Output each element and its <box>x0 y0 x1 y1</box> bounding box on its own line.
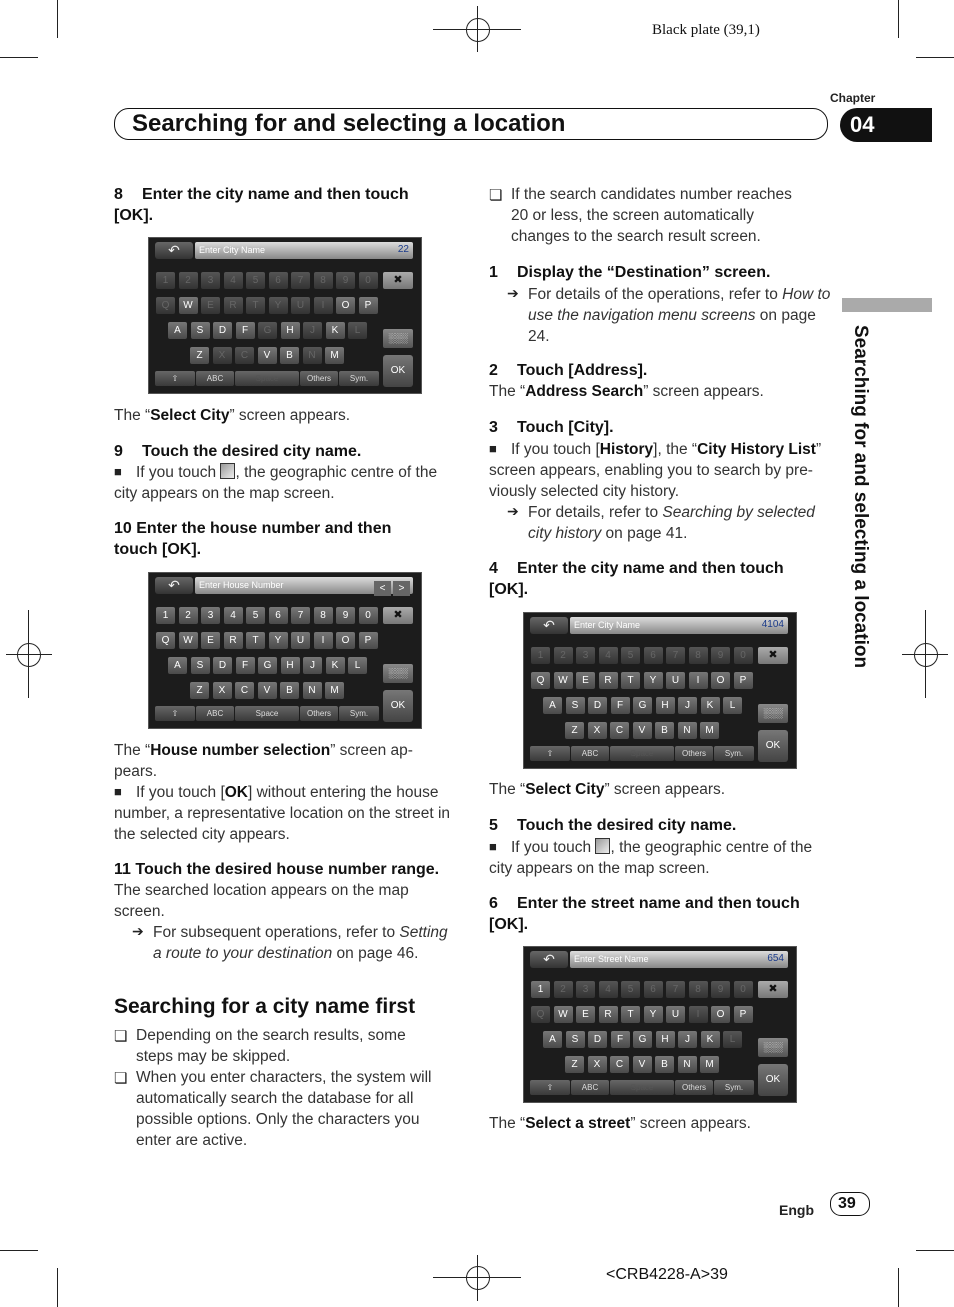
step-10-heading-cont: touch [OK]. <box>114 541 202 558</box>
key-r[interactable]: R <box>599 1006 618 1023</box>
key-3[interactable]: 3 <box>576 647 595 664</box>
key-9[interactable]: 9 <box>336 607 355 624</box>
key-7[interactable]: 7 <box>666 981 685 998</box>
key-u[interactable]: U <box>291 632 310 649</box>
step-1-number: 1 <box>489 264 498 281</box>
plate-label: Black plate (39,1) <box>652 22 760 38</box>
shift-key[interactable]: ⇧ <box>530 746 570 761</box>
key-g[interactable]: G <box>258 657 277 674</box>
key-s[interactable]: S <box>566 1031 585 1048</box>
key-1[interactable]: 1 <box>156 272 175 289</box>
space-key[interactable]: Space <box>610 746 674 761</box>
key-h[interactable]: H <box>281 657 300 674</box>
key-3[interactable]: 3 <box>201 272 220 289</box>
step-3-note-cont: screen appears, enabling you to search by pre- <box>489 462 813 479</box>
crop-mark <box>0 1250 38 1251</box>
ok-button[interactable]: OK <box>758 1064 788 1096</box>
delete-key[interactable]: ✖ <box>758 647 788 664</box>
step-1-heading: Display the “Destination” screen. <box>517 264 771 281</box>
key-r[interactable]: R <box>224 297 243 314</box>
key-w[interactable]: W <box>554 1006 573 1023</box>
key-f[interactable]: F <box>236 322 255 339</box>
key-0[interactable]: 0 <box>734 647 753 664</box>
step-8-heading: Enter the city name and then touch <box>142 186 409 203</box>
key-n[interactable]: N <box>678 1056 697 1073</box>
key-5[interactable]: 5 <box>621 981 640 998</box>
key-c[interactable]: C <box>235 347 254 364</box>
key-a[interactable]: A <box>168 657 187 674</box>
key-w[interactable]: W <box>179 632 198 649</box>
shift-key[interactable]: ⇧ <box>155 371 195 386</box>
result-count: 4104 <box>761 619 784 630</box>
key-8[interactable]: 8 <box>314 607 333 624</box>
step-11-reference: For subsequent operations, refer to Setting <box>153 924 448 941</box>
registration-circle <box>914 643 938 667</box>
key-o[interactable]: O <box>336 632 355 649</box>
crop-mark <box>898 0 899 38</box>
after-step-10: The “House number selection” screen ap- <box>114 742 413 759</box>
space-key[interactable]: Space <box>235 706 299 721</box>
back-button[interactable]: ↶ <box>155 242 193 259</box>
key-7[interactable]: 7 <box>666 647 685 664</box>
back-button[interactable]: ↶ <box>155 577 193 594</box>
city-name-keyboard-screen-2 <box>523 612 797 769</box>
key-0[interactable]: 0 <box>359 607 378 624</box>
checkbox-bullet-icon: ❏ <box>114 1070 128 1087</box>
step-9-note: If you touch , the geographic centre of the <box>136 464 438 481</box>
key-q[interactable]: Q <box>531 1006 550 1023</box>
key-1[interactable]: 1 <box>531 981 550 998</box>
reference-arrow-icon: ➔ <box>507 285 519 301</box>
key-9[interactable]: 9 <box>711 647 730 664</box>
step-9-note-cont: city appears on the map screen. <box>114 485 335 502</box>
key-z[interactable]: Z <box>190 347 209 364</box>
key-8[interactable]: 8 <box>689 647 708 664</box>
document-code: <CRB4228-A>39 <box>606 1266 728 1283</box>
ok-button[interactable]: OK <box>383 690 413 722</box>
step-6-heading: Enter the street name and then touch <box>517 895 800 912</box>
key-e[interactable]: E <box>201 297 220 314</box>
key-x[interactable]: X <box>213 682 232 699</box>
key-6[interactable]: 6 <box>644 981 663 998</box>
key-k[interactable]: K <box>701 1031 720 1048</box>
section-bullet-2: When you enter characters, the system will <box>136 1069 432 1086</box>
keyboard-layout-key[interactable]: ░░░ <box>758 1038 788 1057</box>
step-10-note: If you touch [OK] without entering the house <box>136 784 439 801</box>
chapter-number: 04 <box>850 112 875 137</box>
key-c[interactable]: C <box>610 1056 629 1073</box>
key-d[interactable]: D <box>588 697 607 714</box>
after-step-10-cont: pears. <box>114 763 158 780</box>
key-e[interactable]: E <box>576 672 595 689</box>
key-q[interactable]: Q <box>531 672 550 689</box>
side-tab-bar <box>842 298 932 312</box>
abc-key[interactable]: ABC <box>196 371 234 386</box>
key-7[interactable]: 7 <box>291 272 310 289</box>
key-o[interactable]: O <box>336 297 355 314</box>
house-number-keyboard-screen <box>148 572 422 729</box>
step-9-number: 9 <box>114 443 123 460</box>
key-l[interactable]: L <box>723 697 742 714</box>
key-l[interactable]: L <box>348 657 367 674</box>
key-a[interactable]: A <box>168 322 187 339</box>
key-f[interactable]: F <box>236 657 255 674</box>
key-2[interactable]: 2 <box>554 981 573 998</box>
key-y[interactable]: Y <box>269 632 288 649</box>
arrow-right-icon[interactable]: > <box>393 581 410 596</box>
section-bullet-2-cont: possible options. Only the characters you <box>136 1111 420 1128</box>
key-5[interactable]: 5 <box>246 272 265 289</box>
key-0[interactable]: 0 <box>734 981 753 998</box>
after-step-4: The “Select City” screen appears. <box>489 781 726 798</box>
step-8-heading-cont: [OK]. <box>114 207 154 224</box>
others-key[interactable]: Others <box>675 1080 713 1095</box>
after-step-6: The “Select a street” screen appears. <box>489 1115 751 1132</box>
key-m[interactable]: M <box>325 682 344 699</box>
key-h[interactable]: H <box>281 322 300 339</box>
key-5[interactable]: 5 <box>621 647 640 664</box>
key-r[interactable]: R <box>224 632 243 649</box>
step-4-heading-cont: [OK]. <box>489 581 529 598</box>
key-k[interactable]: K <box>326 322 345 339</box>
map-icon <box>220 463 235 479</box>
back-button[interactable]: ↶ <box>530 951 568 968</box>
key-v[interactable]: V <box>258 682 277 699</box>
keyboard-layout-key[interactable]: ░░░ <box>383 664 413 683</box>
keyboard-layout-key[interactable]: ░░░ <box>758 704 788 723</box>
key-2[interactable]: 2 <box>179 272 198 289</box>
key-t[interactable]: T <box>621 672 640 689</box>
key-y[interactable]: Y <box>269 297 288 314</box>
bullet-square: ■ <box>114 784 122 799</box>
step-2-heading: Touch [Address]. <box>517 362 648 379</box>
crop-mark <box>0 57 38 58</box>
key-i[interactable]: I <box>689 1006 708 1023</box>
ok-button[interactable]: OK <box>383 355 413 387</box>
step-3-reference: For details, refer to Searching by selected <box>528 504 815 521</box>
others-key[interactable]: Others <box>300 371 338 386</box>
key-s[interactable]: S <box>191 657 210 674</box>
key-w[interactable]: W <box>179 297 198 314</box>
step-3-number: 3 <box>489 419 498 436</box>
step-10-note-cont: the selected city appears. <box>114 826 290 843</box>
key-v[interactable]: V <box>633 1056 652 1073</box>
key-u[interactable]: U <box>291 297 310 314</box>
registration-circle <box>17 643 41 667</box>
step-9-heading: Touch the desired city name. <box>142 443 362 460</box>
key-d[interactable]: D <box>213 322 232 339</box>
key-y[interactable]: Y <box>644 1006 663 1023</box>
key-1[interactable]: 1 <box>531 647 550 664</box>
key-u[interactable]: U <box>666 672 685 689</box>
result-count: 654 <box>767 953 784 964</box>
key-g[interactable]: G <box>633 1031 652 1048</box>
checkbox-bullet-icon: ❏ <box>489 187 503 204</box>
right-bullet: If the search candidates number reaches <box>511 186 792 203</box>
key-7[interactable]: 7 <box>291 607 310 624</box>
key-h[interactable]: H <box>656 1031 675 1048</box>
keyboard-layout-key[interactable]: ░░░ <box>383 329 413 348</box>
key-4[interactable]: 4 <box>224 607 243 624</box>
key-c[interactable]: C <box>235 682 254 699</box>
city-name-keyboard-screen <box>148 237 422 394</box>
key-3[interactable]: 3 <box>576 981 595 998</box>
bullet-square: ■ <box>489 441 497 456</box>
key-p[interactable]: P <box>359 297 378 314</box>
key-j[interactable]: J <box>303 322 322 339</box>
key-j[interactable]: J <box>678 697 697 714</box>
key-4[interactable]: 4 <box>224 272 243 289</box>
key-n[interactable]: N <box>303 682 322 699</box>
key-a[interactable]: A <box>543 1031 562 1048</box>
key-t[interactable]: T <box>621 1006 640 1023</box>
key-x[interactable]: X <box>213 347 232 364</box>
checkbox-bullet-icon: ❏ <box>114 1028 128 1045</box>
after-step-11: The searched location appears on the map <box>114 882 409 899</box>
key-4[interactable]: 4 <box>599 981 618 998</box>
space-key[interactable]: Space <box>235 371 299 386</box>
arrow-left-icon[interactable]: < <box>374 581 391 596</box>
input-placeholder: Enter City Name <box>574 620 641 630</box>
key-m[interactable]: M <box>700 722 719 739</box>
key-b[interactable]: B <box>655 1056 674 1073</box>
step-3-heading: Touch [City]. <box>517 419 614 436</box>
key-n[interactable]: N <box>303 347 322 364</box>
step-4-number: 4 <box>489 560 498 577</box>
key-e[interactable]: E <box>201 632 220 649</box>
key-i[interactable]: I <box>314 632 333 649</box>
crop-mark <box>916 57 954 58</box>
key-4[interactable]: 4 <box>599 647 618 664</box>
key-5[interactable]: 5 <box>246 607 265 624</box>
key-e[interactable]: E <box>576 1006 595 1023</box>
key-s[interactable]: S <box>566 697 585 714</box>
key-l[interactable]: L <box>723 1031 742 1048</box>
key-b[interactable]: B <box>655 722 674 739</box>
key-v[interactable]: V <box>258 347 277 364</box>
space-key[interactable]: Space <box>610 1080 674 1095</box>
key-z[interactable]: Z <box>565 1056 584 1073</box>
key-g[interactable]: G <box>633 697 652 714</box>
key-q[interactable]: Q <box>156 297 175 314</box>
key-p[interactable]: P <box>734 1006 753 1023</box>
key-q[interactable]: Q <box>156 632 175 649</box>
step-5-note: If you touch , the geographic centre of the <box>511 839 813 856</box>
step-2-number: 2 <box>489 362 498 379</box>
right-bullet-cont: changes to the search result screen. <box>511 228 761 245</box>
input-placeholder: Enter Street Name <box>574 954 649 964</box>
sym-key[interactable]: Sym. <box>339 706 379 721</box>
result-count: 22 <box>397 244 409 255</box>
back-button[interactable]: ↶ <box>530 617 568 634</box>
bullet-square: ■ <box>114 464 122 479</box>
key-l[interactable]: L <box>348 322 367 339</box>
key-m[interactable]: M <box>700 1056 719 1073</box>
step-8-number: 8 <box>114 186 123 203</box>
reference-arrow-icon: ➔ <box>507 503 519 519</box>
input-placeholder: Enter City Name <box>199 245 266 255</box>
step-5-number: 5 <box>489 817 498 834</box>
key-j[interactable]: J <box>303 657 322 674</box>
others-key[interactable]: Others <box>300 706 338 721</box>
key-m[interactable]: M <box>325 347 344 364</box>
step-1-reference: For details of the operations, refer to How to <box>528 286 831 303</box>
key-d[interactable]: D <box>588 1031 607 1048</box>
key-i[interactable]: I <box>314 297 333 314</box>
key-k[interactable]: K <box>326 657 345 674</box>
key-9[interactable]: 9 <box>336 272 355 289</box>
chapter-label: Chapter <box>830 91 876 105</box>
key-j[interactable]: J <box>678 1031 697 1048</box>
sym-key[interactable]: Sym. <box>714 1080 754 1095</box>
key-6[interactable]: 6 <box>269 607 288 624</box>
ok-button[interactable]: OK <box>758 730 788 762</box>
key-p[interactable]: P <box>734 672 753 689</box>
key-t[interactable]: T <box>246 297 265 314</box>
key-a[interactable]: A <box>543 697 562 714</box>
key-t[interactable]: T <box>246 632 265 649</box>
key-b[interactable]: B <box>280 682 299 699</box>
key-r[interactable]: R <box>599 672 618 689</box>
key-h[interactable]: H <box>656 697 675 714</box>
delete-key[interactable]: ✖ <box>383 272 413 289</box>
page-title: Searching for and selecting a location <box>132 110 566 137</box>
search-input[interactable] <box>570 951 788 968</box>
language-label: Engb <box>779 1202 814 1218</box>
key-b[interactable]: B <box>280 347 299 364</box>
key-o[interactable]: O <box>711 672 730 689</box>
key-v[interactable]: V <box>633 722 652 739</box>
after-step-8: The “Select City” screen appears. <box>114 407 351 424</box>
section-bullet-2-cont: automatically search the database for all <box>136 1090 414 1107</box>
step-11-reference-cont: a route to your destination on page 46. <box>153 945 419 962</box>
abc-key[interactable]: ABC <box>571 1080 609 1095</box>
step-3-note-cont: viously selected city history. <box>489 483 680 500</box>
map-icon <box>595 838 610 854</box>
others-key[interactable]: Others <box>675 746 713 761</box>
section-bullet-2-cont: enter are active. <box>136 1132 248 1149</box>
key-x[interactable]: X <box>588 722 607 739</box>
step-3-note: If you touch [History], the “City History List” <box>511 441 822 458</box>
key-s[interactable]: S <box>191 322 210 339</box>
key-c[interactable]: C <box>610 722 629 739</box>
key-o[interactable]: O <box>711 1006 730 1023</box>
sym-key[interactable]: Sym. <box>339 371 379 386</box>
key-2[interactable]: 2 <box>554 647 573 664</box>
key-k[interactable]: K <box>701 697 720 714</box>
registration-circle <box>466 18 490 42</box>
abc-key[interactable]: ABC <box>571 746 609 761</box>
key-9[interactable]: 9 <box>711 981 730 998</box>
key-z[interactable]: Z <box>565 722 584 739</box>
key-z[interactable]: Z <box>190 682 209 699</box>
key-f[interactable]: F <box>611 1031 630 1048</box>
delete-key[interactable]: ✖ <box>758 981 788 998</box>
key-i[interactable]: I <box>689 672 708 689</box>
key-1[interactable]: 1 <box>156 607 175 624</box>
shift-key[interactable]: ⇧ <box>530 1080 570 1095</box>
step-1-reference-cont: use the navigation menu screens on page <box>528 307 816 324</box>
shift-key[interactable]: ⇧ <box>155 706 195 721</box>
sym-key[interactable]: Sym. <box>714 746 754 761</box>
step-3-reference-cont: city history on page 41. <box>528 525 688 542</box>
key-g[interactable]: G <box>258 322 277 339</box>
key-x[interactable]: X <box>588 1056 607 1073</box>
delete-key[interactable]: ✖ <box>383 607 413 624</box>
registration-circle <box>466 1266 490 1290</box>
crop-mark <box>898 1268 899 1307</box>
cursor-arrows <box>372 578 410 596</box>
step-4-heading: Enter the city name and then touch <box>517 560 784 577</box>
key-0[interactable]: 0 <box>359 272 378 289</box>
after-step-2: The “Address Search” screen appears. <box>489 383 764 400</box>
section-bullet-1: Depending on the search results, some <box>136 1027 406 1044</box>
key-n[interactable]: N <box>678 722 697 739</box>
key-2[interactable]: 2 <box>179 607 198 624</box>
step-11-heading: 11 Touch the desired house number range. <box>114 861 440 878</box>
step-1-reference-cont: 24. <box>528 328 550 345</box>
step-5-heading: Touch the desired city name. <box>517 817 737 834</box>
search-input[interactable] <box>570 617 788 634</box>
key-6[interactable]: 6 <box>269 272 288 289</box>
after-step-11-cont: screen. <box>114 903 165 920</box>
crop-mark <box>57 0 58 38</box>
section-bullet-1-cont: steps may be skipped. <box>136 1048 291 1065</box>
key-6[interactable]: 6 <box>644 647 663 664</box>
reference-arrow-icon: ➔ <box>132 923 144 939</box>
step-10-heading: 10 Enter the house number and then <box>114 520 392 537</box>
key-w[interactable]: W <box>554 672 573 689</box>
side-title: Searching for and selecting a location <box>850 325 871 669</box>
crop-mark <box>57 1268 58 1307</box>
page-number: 39 <box>838 1195 856 1212</box>
right-bullet-cont: 20 or less, the screen automatically <box>511 207 754 224</box>
search-input[interactable] <box>195 577 413 594</box>
key-p[interactable]: P <box>359 632 378 649</box>
step-5-note-cont: city appears on the map screen. <box>489 860 710 877</box>
section-heading: Searching for a city name first <box>114 995 416 1018</box>
step-6-number: 6 <box>489 895 498 912</box>
input-placeholder: Enter House Number <box>199 580 284 590</box>
abc-key[interactable]: ABC <box>196 706 234 721</box>
search-input[interactable] <box>195 242 413 259</box>
bullet-square: ■ <box>489 839 497 854</box>
key-y[interactable]: Y <box>644 672 663 689</box>
key-8[interactable]: 8 <box>689 981 708 998</box>
crop-mark <box>916 1250 954 1251</box>
key-3[interactable]: 3 <box>201 607 220 624</box>
step-6-heading-cont: [OK]. <box>489 916 529 933</box>
key-f[interactable]: F <box>611 697 630 714</box>
key-u[interactable]: U <box>666 1006 685 1023</box>
step-10-note-cont: number, a representative location on the street in <box>114 805 451 822</box>
key-d[interactable]: D <box>213 657 232 674</box>
street-name-keyboard-screen <box>523 946 797 1103</box>
key-8[interactable]: 8 <box>314 272 333 289</box>
